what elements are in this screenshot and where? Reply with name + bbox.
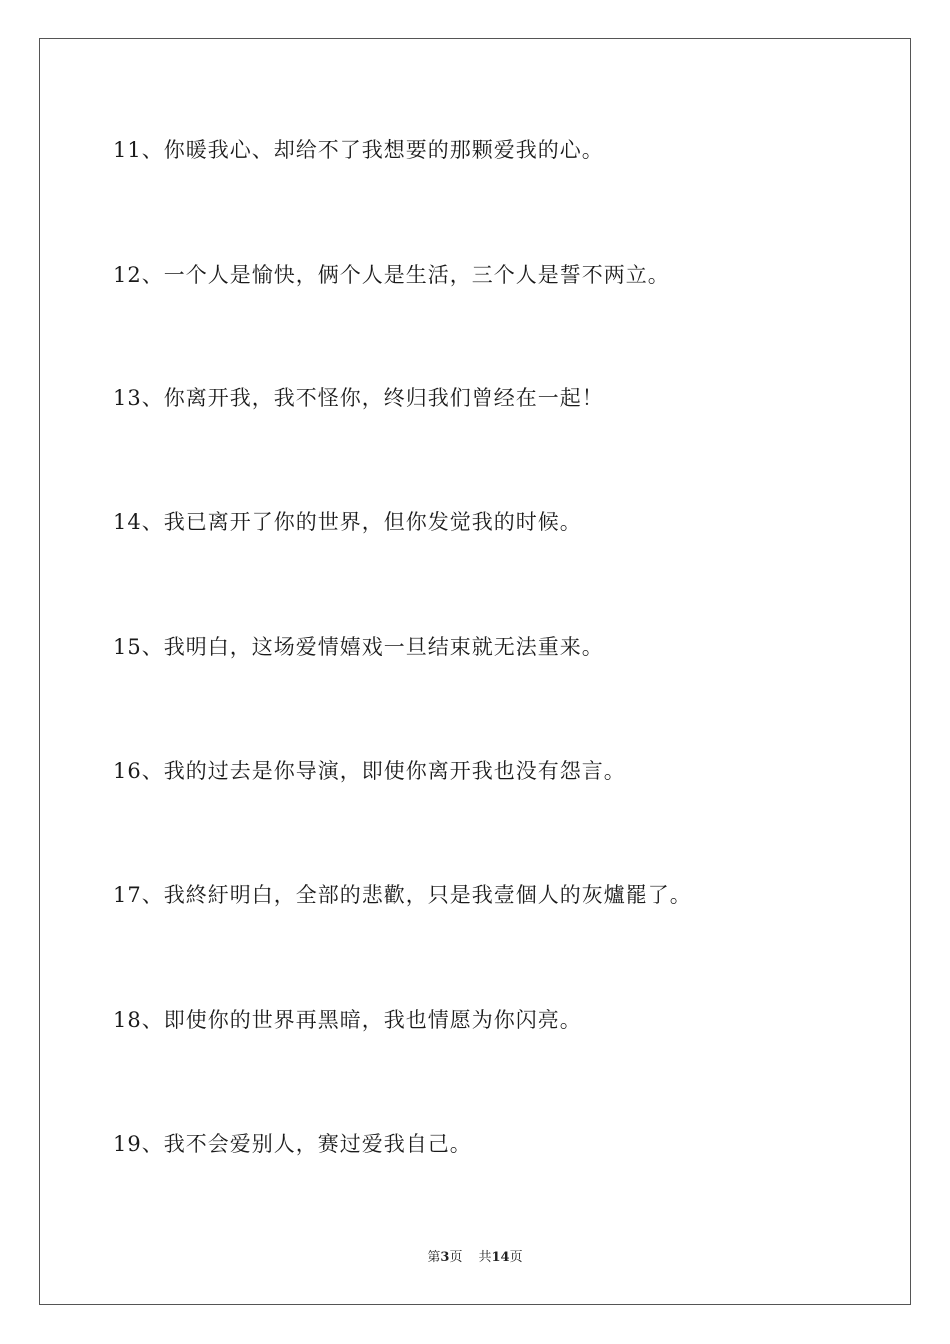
entry-15: 15、我明白，这场爱情嬉戏一旦结束就无法重来。 [113,635,604,659]
entry-11: 11、你暖我心、却给不了我想要的那颗爱我的心。 [113,138,604,162]
page-footer [0,1249,950,1267]
entry-16: 16、我的过去是你导演，即使你离开我也没有怨言。 [113,759,626,783]
entry-14: 14、我已离开了你的世界，但你发觉我的时候。 [113,510,582,534]
total-pages-number: 14 [491,1250,510,1265]
footer-prefix: 第 [427,1250,441,1265]
footer-total-suffix: 页 [509,1250,523,1265]
entry-13: 13、你离开我，我不怪你，终归我们曾经在一起！ [113,386,604,410]
current-page-number: 3 [440,1250,450,1265]
footer-page-suffix: 页 [449,1250,463,1265]
page-border [39,38,911,1305]
entry-18: 18、即使你的世界再黑暗，我也情愿为你闪亮。 [113,1008,582,1032]
entry-19: 19、我不会爱别人，赛过爱我自己。 [113,1132,472,1156]
footer-total-prefix: 共 [478,1250,492,1265]
entry-17: 17、我終紆明白，全部的悲歡，只是我壹個人的灰爐罷了。 [113,883,692,907]
entry-12: 12、一个人是愉快，俩个人是生活，三个人是誓不两立。 [113,263,670,287]
